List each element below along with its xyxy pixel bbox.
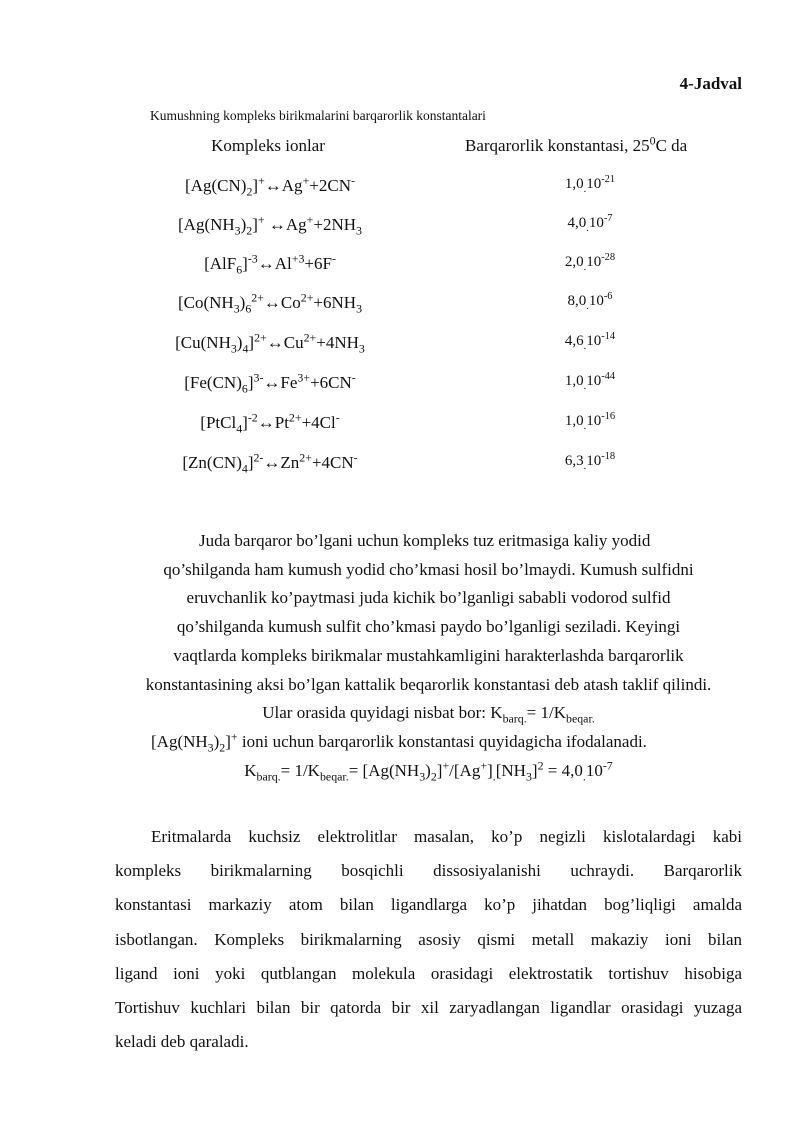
paragraph-line: Eritmalarda kuchsiz elektrolitlar masalan, ko’p negizli kislotalardagi kabi [151, 827, 742, 846]
text-segment: ioni uchun barqarorlik konstantasi quyidagicha ifodalanadi. [237, 731, 647, 751]
supscript: 2 [537, 757, 544, 772]
supscript: + [230, 729, 238, 744]
text-segment: [Ag(CN) [185, 176, 247, 195]
text-segment: [Fe(CN) [184, 373, 242, 392]
paragraph-line: qo’shilganda ham kumush yodid cho’kmasi hosil bo’lmaydi. Kumush sulfidni [163, 559, 694, 579]
supscript: 2+ [254, 330, 267, 345]
subscript: 3 [234, 223, 241, 238]
subscript: barq. [256, 769, 281, 784]
text-segment: ↔Ag [264, 215, 307, 234]
mantissa: 1,0 [564, 373, 584, 389]
text-segment: ) [236, 333, 243, 352]
text-segment: +6CN [310, 373, 352, 392]
subscript: 2 [219, 740, 226, 755]
table-row [0, 330, 800, 363]
stability-constant-value [490, 215, 690, 232]
paragraph-line: kompleks birikmalarning bosqichli dissosiyalanishi uchraydi. Barqarorlik [115, 861, 742, 881]
text-segment: 10 [585, 760, 603, 780]
text-segment: [NH [495, 760, 526, 780]
subscript: barq. [502, 711, 527, 726]
paragraph-line: keladi deb qaraladi. [115, 1032, 249, 1052]
supscript: -2 [247, 410, 258, 425]
multiply-dot: . [586, 223, 589, 234]
text-segment: = 4,0 [543, 760, 583, 780]
supscript: 3+ [297, 370, 311, 385]
text-segment: [PtCl [200, 413, 237, 432]
multiply-dot: . [583, 421, 587, 432]
base: 10 [586, 453, 602, 469]
subscript: beqar. [566, 711, 595, 726]
text-segment: ↔Co [263, 293, 301, 312]
exponent: -14 [601, 331, 616, 342]
column-header-complex-ions: Kompleks ionlar [211, 136, 325, 155]
paragraph-dissociation [115, 820, 742, 1059]
text-segment: = 1/K [280, 760, 320, 780]
paragraph-line: qo’shilganda kumush sulfit cho’kmasi paydo bo’lganligi seziladi. Keyingi [176, 617, 681, 637]
mantissa: 1,0 [564, 413, 584, 429]
base: 10 [586, 413, 602, 429]
text-segment: ] [242, 413, 248, 432]
subscript: 3 [356, 223, 362, 238]
subscript: 3 [233, 301, 240, 316]
text-segment: [Co(NH [177, 293, 234, 312]
subscript: 2 [246, 184, 253, 199]
text-segment: ↔Al [257, 254, 292, 273]
exponent: -16 [601, 411, 616, 422]
subscript: 6 [245, 301, 252, 316]
base: 10 [588, 215, 604, 231]
table-row [0, 173, 800, 206]
multiply-dot: . [586, 301, 589, 312]
stability-constant-value [490, 176, 690, 193]
text-segment: ] [252, 176, 259, 195]
subscript: 4 [242, 341, 249, 356]
text-segment: ) [239, 293, 246, 312]
ag-complex-line [115, 728, 742, 757]
base: 10 [586, 333, 602, 349]
text-segment: ) [425, 760, 431, 780]
subscript: 2 [246, 223, 253, 238]
multiply-dot: . [583, 381, 587, 392]
table-number-label: 4-Jadval [679, 74, 742, 93]
paragraph-line: konstantasi markaziy atom bilan ligandlarga ko’p jihatdan bog’liqligi amalda [115, 895, 742, 915]
mantissa: 4,0 [567, 215, 587, 231]
table-row [0, 251, 800, 284]
mantissa: 2,0 [564, 254, 584, 270]
stability-constant-value [490, 453, 690, 470]
stability-constant-value [490, 254, 690, 271]
complex-ion-equation [120, 251, 420, 277]
text-segment: ↔Pt [257, 413, 289, 432]
supscript: 2- [253, 450, 264, 465]
paragraph-line: konstantasining aksi bo’lgan kattalik beqarorlik konstantasi deb atash taklif qilindi. [145, 674, 712, 694]
supscript: - [331, 251, 336, 266]
supscript: 2+ [300, 290, 314, 305]
text-segment: [Zn(CN) [182, 453, 242, 472]
text-segment: +6F [304, 254, 332, 273]
text-segment: ↔Zn [263, 453, 300, 472]
stability-constant-value [490, 373, 690, 390]
supscript: + [257, 212, 265, 227]
paragraph-line: eruvchanlik ko’paytmasi juda kichik bo’lganligi sababli vodorod sulfid [186, 588, 671, 608]
text-segment: ) [213, 731, 220, 751]
supscript: +3 [291, 251, 305, 266]
supscript: 2+ [303, 330, 317, 345]
column-header-stability-constant [465, 133, 688, 156]
complex-ion-equation [120, 450, 420, 476]
text-segment: [Cu(NH [175, 333, 231, 352]
text-segment: +2NH [313, 215, 357, 234]
subscript: 3 [419, 769, 426, 784]
text-segment: ] [487, 760, 493, 780]
supscript: - [350, 173, 355, 188]
mantissa: 8,0 [567, 293, 587, 309]
supscript: 2+ [299, 450, 312, 465]
text-segment: +4NH [316, 333, 359, 352]
ratio-line [115, 699, 742, 728]
supscript: - [351, 370, 356, 385]
text-segment: ) [240, 215, 247, 234]
exponent: -7 [603, 213, 613, 224]
paragraph-line: Tortishuv kuchlari bilan bir qatorda bir xil zaryadlangan ligandlar orasidagi yuzaga [115, 998, 742, 1018]
text-segment: [Ag(NH [151, 731, 208, 751]
complex-ion-equation [120, 212, 420, 238]
subscript: 3 [230, 341, 237, 356]
table-caption: Kumushning kompleks birikmalarini barqarorlik konstantalari [150, 108, 486, 123]
text-segment: K [244, 760, 257, 780]
stability-formula [115, 757, 742, 786]
exponent: -28 [601, 252, 616, 263]
text-segment: +4CN [311, 453, 354, 472]
subscript: 2 [430, 769, 437, 784]
multiply-dot: . [583, 461, 587, 472]
supscript: - [335, 410, 340, 425]
paragraph-line: isbotlangan. Kompleks birikmalarning asosiy qismi metall makaziy ioni bilan [115, 929, 742, 949]
base: 10 [586, 176, 602, 192]
supscript: 3- [253, 370, 264, 385]
text-segment: ↔Cu [266, 333, 304, 352]
supscript: + [480, 757, 488, 772]
mantissa: 4,6 [564, 333, 584, 349]
exponent: -6 [603, 291, 613, 302]
paragraph-line: vaqtlarda kompleks birikmalar mustahkamligini harakterlashda barqarorlik [173, 645, 684, 665]
base: 10 [586, 373, 602, 389]
supscript: + [306, 212, 314, 227]
subscript: . [582, 769, 586, 784]
subscript: 6 [236, 262, 243, 277]
supscript: 2+ [288, 410, 302, 425]
complex-ion-equation [120, 173, 420, 199]
subscript: 3 [358, 341, 365, 356]
subscript: 4 [236, 421, 243, 436]
text-segment: [AlF [204, 254, 237, 273]
text-segment: ] [242, 254, 248, 273]
text-segment: ↔Ag [264, 176, 303, 195]
exponent: -18 [601, 451, 616, 462]
complex-ion-equation [120, 330, 420, 356]
table-row [0, 410, 800, 443]
text-segment: +2CN [309, 176, 351, 195]
text-segment: ] [248, 333, 255, 352]
text-segment: ] [436, 760, 443, 780]
supscript: - [353, 450, 358, 465]
subscript: 3 [207, 740, 214, 755]
mantissa: 6,3 [564, 453, 584, 469]
subscript: . [492, 769, 496, 784]
text-segment: +4Cl [301, 413, 336, 432]
text-segment: ↔Fe [263, 373, 298, 392]
multiply-dot: . [583, 262, 587, 273]
supscript: + [302, 173, 310, 188]
stability-constant-value [490, 293, 690, 310]
subscript: beqar. [319, 769, 349, 784]
supscript: -7 [602, 757, 613, 772]
subscript: 3 [525, 769, 532, 784]
mantissa: 1,0 [564, 176, 584, 192]
exponent: -44 [601, 371, 616, 382]
paragraph-line: ligand ioni yoki qutblangan molekula orasidagi elektrostatik tortishuv hisobiga [115, 963, 742, 983]
supscript: 2+ [251, 290, 264, 305]
stability-constant-value [490, 413, 690, 430]
multiply-dot: . [583, 184, 587, 195]
paragraph-line: Juda barqaror bo’lgani uchun kompleks tuz eritmasiga kaliy yodid [199, 531, 651, 550]
table-row [0, 370, 800, 403]
text-segment: = 1/K [526, 703, 567, 723]
paragraph-intro [115, 527, 742, 785]
subscript: 6 [241, 381, 248, 396]
text-segment: /[Ag [449, 760, 481, 780]
text-segment: ] [225, 731, 231, 751]
text-segment: ] [247, 453, 254, 472]
stability-constant-value [490, 333, 690, 350]
multiply-dot: . [583, 341, 587, 352]
subscript: 3 [356, 301, 363, 316]
text-segment: +6NH [313, 293, 357, 312]
complex-ion-equation [120, 290, 420, 316]
exponent: -21 [601, 174, 616, 185]
text-segment: ] [247, 373, 254, 392]
supscript: + [258, 173, 265, 188]
text-segment: ] [531, 760, 538, 780]
base: 10 [588, 293, 604, 309]
complex-ion-equation [120, 410, 420, 436]
header-text: Barqarorlik konstantasi, 25 [465, 136, 650, 155]
supscript: + [442, 757, 450, 772]
text-segment: [Ag(NH [178, 215, 235, 234]
header-text-end: C da [655, 136, 688, 155]
text-segment: = [Ag(NH [348, 760, 420, 780]
supscript: -3 [247, 251, 258, 266]
base: 10 [586, 254, 602, 270]
table-row [0, 212, 800, 245]
header-degree: 0 [649, 133, 656, 148]
complex-ion-equation [120, 370, 420, 396]
text-segment: Ular orasida quyidagi nisbat bor: K [262, 703, 503, 723]
table-row [0, 290, 800, 323]
subscript: 4 [241, 461, 248, 476]
text-segment: ] [252, 215, 258, 234]
table-row [0, 450, 800, 483]
